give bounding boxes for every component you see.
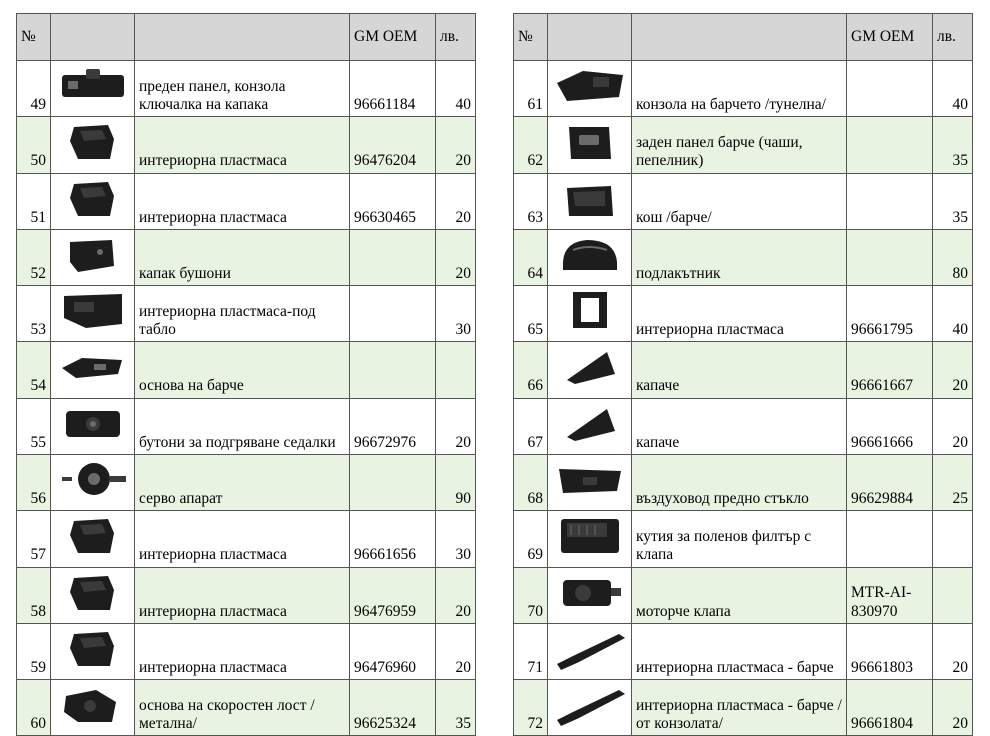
- oem-number: 96661656: [350, 511, 436, 567]
- row-number: 61: [514, 61, 548, 117]
- row-number: 63: [514, 173, 548, 229]
- part-photo: [548, 511, 632, 567]
- pollen-filter-box-icon: [553, 513, 627, 559]
- price-value: 20: [436, 173, 476, 229]
- part-name: капак бушони: [135, 229, 350, 285]
- table-row: [514, 117, 973, 173]
- table-row: [17, 511, 476, 567]
- table-row: [514, 623, 973, 679]
- table-row: [17, 398, 476, 454]
- part-name: интериорна пластмаса: [632, 286, 847, 342]
- part-name: интериорна пластмаса - барче: [632, 623, 847, 679]
- table-row: [17, 229, 476, 285]
- small-cover-icon: [553, 344, 627, 390]
- part-photo: [548, 342, 632, 398]
- header-name: [135, 14, 350, 61]
- oem-number: 96661803: [847, 623, 933, 679]
- part-name: основа на скоростен лост /метална/: [135, 680, 350, 736]
- price-value: 40: [933, 61, 973, 117]
- price-value: 20: [933, 398, 973, 454]
- table-row: [514, 454, 973, 510]
- price-value: 20: [436, 567, 476, 623]
- part-name: капаче: [632, 398, 847, 454]
- row-number: 57: [17, 511, 51, 567]
- header-no: №: [514, 14, 548, 61]
- plastic-frame-icon: [553, 288, 627, 334]
- price-value: 20: [933, 680, 973, 736]
- part-photo: [548, 454, 632, 510]
- part-name: интериорна пластмаса: [135, 623, 350, 679]
- oem-number: 96661184: [350, 61, 436, 117]
- row-number: 58: [17, 567, 51, 623]
- price-value: 20: [933, 623, 973, 679]
- oem-number: [847, 229, 933, 285]
- windshield-air-duct-icon: [553, 457, 627, 503]
- oem-number: 96661795: [847, 286, 933, 342]
- oem-number: 96630465: [350, 173, 436, 229]
- price-value: 30: [436, 511, 476, 567]
- price-value: [933, 567, 973, 623]
- row-number: 52: [17, 229, 51, 285]
- console-bin-icon: [553, 176, 627, 222]
- table-row: [514, 398, 973, 454]
- table-row: [514, 61, 973, 117]
- seat-heater-buttons-icon: [56, 401, 130, 447]
- header-name: [632, 14, 847, 61]
- header-price: лв.: [436, 14, 476, 61]
- oem-number: [350, 342, 436, 398]
- price-value: 30: [436, 286, 476, 342]
- price-value: 40: [933, 286, 973, 342]
- row-number: 71: [514, 623, 548, 679]
- header-image: [548, 14, 632, 61]
- part-name: моторче клапа: [632, 567, 847, 623]
- row-number: 53: [17, 286, 51, 342]
- part-photo: [51, 173, 135, 229]
- table-row: [514, 511, 973, 567]
- part-photo: [51, 511, 135, 567]
- table-row: [17, 342, 476, 398]
- part-photo: [51, 61, 135, 117]
- row-number: 64: [514, 229, 548, 285]
- row-number: 70: [514, 567, 548, 623]
- fuse-cover-icon: [56, 232, 130, 278]
- price-value: 20: [436, 229, 476, 285]
- table-row: [17, 623, 476, 679]
- oem-number: [847, 173, 933, 229]
- row-number: 54: [17, 342, 51, 398]
- row-number: 68: [514, 454, 548, 510]
- oem-number: 96625324: [350, 680, 436, 736]
- brake-servo-icon: [56, 457, 130, 503]
- price-value: [933, 511, 973, 567]
- table-row: [514, 229, 973, 285]
- oem-number: 96661666: [847, 398, 933, 454]
- left-table-body: [17, 14, 476, 736]
- part-photo: [51, 286, 135, 342]
- row-number: 55: [17, 398, 51, 454]
- part-name: въздуховод предно стъкло: [632, 454, 847, 510]
- part-name: основа на барче: [135, 342, 350, 398]
- price-value: 35: [436, 680, 476, 736]
- oem-number: 96629884: [847, 454, 933, 510]
- row-number: 51: [17, 173, 51, 229]
- row-number: 62: [514, 117, 548, 173]
- oem-number: 96476959: [350, 567, 436, 623]
- part-photo: [51, 342, 135, 398]
- header-price: лв.: [933, 14, 973, 61]
- oem-number: [847, 511, 933, 567]
- oem-number: 96476960: [350, 623, 436, 679]
- part-name: интериорна пластмаса: [135, 511, 350, 567]
- part-name: капаче: [632, 342, 847, 398]
- part-photo: [548, 173, 632, 229]
- part-photo: [51, 623, 135, 679]
- part-name: интериорна пластмаса: [135, 117, 350, 173]
- row-number: 49: [17, 61, 51, 117]
- table-row: [514, 567, 973, 623]
- long-trim-strip-icon: [553, 626, 627, 672]
- plastic-trim-part-icon: [56, 119, 130, 165]
- oem-number: 96476204: [350, 117, 436, 173]
- part-photo: [548, 61, 632, 117]
- part-photo: [548, 286, 632, 342]
- part-name: кош /барче/: [632, 173, 847, 229]
- price-value: 25: [933, 454, 973, 510]
- part-photo: [51, 567, 135, 623]
- row-number: 56: [17, 454, 51, 510]
- part-photo: [51, 229, 135, 285]
- header-oem: GM OEM: [350, 14, 436, 61]
- part-name: серво апарат: [135, 454, 350, 510]
- header-oem: GM OEM: [847, 14, 933, 61]
- table-row: [514, 680, 973, 736]
- tunnel-console-icon: [553, 63, 627, 109]
- rear-console-panel-icon: [553, 119, 627, 165]
- oem-number: MTR-AI-830970: [847, 567, 933, 623]
- part-name: кутия за поленов филтър с клапа: [632, 511, 847, 567]
- price-value: 20: [436, 398, 476, 454]
- price-value: [436, 342, 476, 398]
- part-name: интериорна пластмаса: [135, 567, 350, 623]
- price-value: 35: [933, 117, 973, 173]
- plastic-trim-part-icon: [56, 626, 130, 672]
- oem-number: 96661804: [847, 680, 933, 736]
- part-name: конзола на барчето /тунелна/: [632, 61, 847, 117]
- row-number: 65: [514, 286, 548, 342]
- gear-lever-base-icon: [56, 682, 130, 728]
- row-number: 67: [514, 398, 548, 454]
- part-photo: [548, 229, 632, 285]
- part-photo: [548, 398, 632, 454]
- price-value: 40: [436, 61, 476, 117]
- oem-number: [847, 61, 933, 117]
- row-number: 59: [17, 623, 51, 679]
- header-no: №: [17, 14, 51, 61]
- console-base-icon: [56, 344, 130, 390]
- header-row: [514, 14, 973, 61]
- oem-number: [350, 229, 436, 285]
- front-console-panel-icon: [56, 63, 130, 109]
- part-photo: [548, 567, 632, 623]
- part-photo: [51, 454, 135, 510]
- part-name: интериорна пластмаса - барче /от конзолата/: [632, 680, 847, 736]
- price-value: 20: [436, 117, 476, 173]
- table-row: [514, 286, 973, 342]
- left-parts-table: [16, 13, 476, 736]
- part-photo: [548, 623, 632, 679]
- right-table-body: [514, 14, 973, 736]
- part-photo: [51, 680, 135, 736]
- long-trim-strip-icon: [553, 682, 627, 728]
- flap-motor-icon: [553, 570, 627, 616]
- part-photo: [548, 680, 632, 736]
- table-row: [17, 454, 476, 510]
- small-cover-icon: [553, 401, 627, 447]
- table-row: [17, 173, 476, 229]
- part-name: преден панел, конзола ключалка на капака: [135, 61, 350, 117]
- part-name: подлакътник: [632, 229, 847, 285]
- table-row: [514, 342, 973, 398]
- row-number: 72: [514, 680, 548, 736]
- table-row: [17, 61, 476, 117]
- row-number: 66: [514, 342, 548, 398]
- price-value: 35: [933, 173, 973, 229]
- plastic-trim-part-icon: [56, 570, 130, 616]
- oem-number: [350, 286, 436, 342]
- plastic-trim-part-icon: [56, 176, 130, 222]
- price-value: 90: [436, 454, 476, 510]
- oem-number: [350, 454, 436, 510]
- row-number: 69: [514, 511, 548, 567]
- part-name: бутони за подгряване седалки: [135, 398, 350, 454]
- right-parts-table: [513, 13, 973, 736]
- oem-number: [847, 117, 933, 173]
- table-row: [17, 286, 476, 342]
- oem-number: 96661667: [847, 342, 933, 398]
- plastic-trim-part-icon: [56, 513, 130, 559]
- oem-number: 96672976: [350, 398, 436, 454]
- header-image: [51, 14, 135, 61]
- under-dash-panel-icon: [56, 288, 130, 334]
- armrest-icon: [553, 232, 627, 278]
- part-name: интериорна пластмаса-под табло: [135, 286, 350, 342]
- row-number: 50: [17, 117, 51, 173]
- table-row: [17, 117, 476, 173]
- table-row: [17, 680, 476, 736]
- price-value: 20: [933, 342, 973, 398]
- price-value: 20: [436, 623, 476, 679]
- part-name: интериорна пластмаса: [135, 173, 350, 229]
- part-photo: [51, 117, 135, 173]
- table-row: [17, 567, 476, 623]
- part-name: заден панел барче (чаши, пепелник): [632, 117, 847, 173]
- header-row: [17, 14, 476, 61]
- part-photo: [51, 398, 135, 454]
- row-number: 60: [17, 680, 51, 736]
- price-value: 80: [933, 229, 973, 285]
- table-row: [514, 173, 973, 229]
- part-photo: [548, 117, 632, 173]
